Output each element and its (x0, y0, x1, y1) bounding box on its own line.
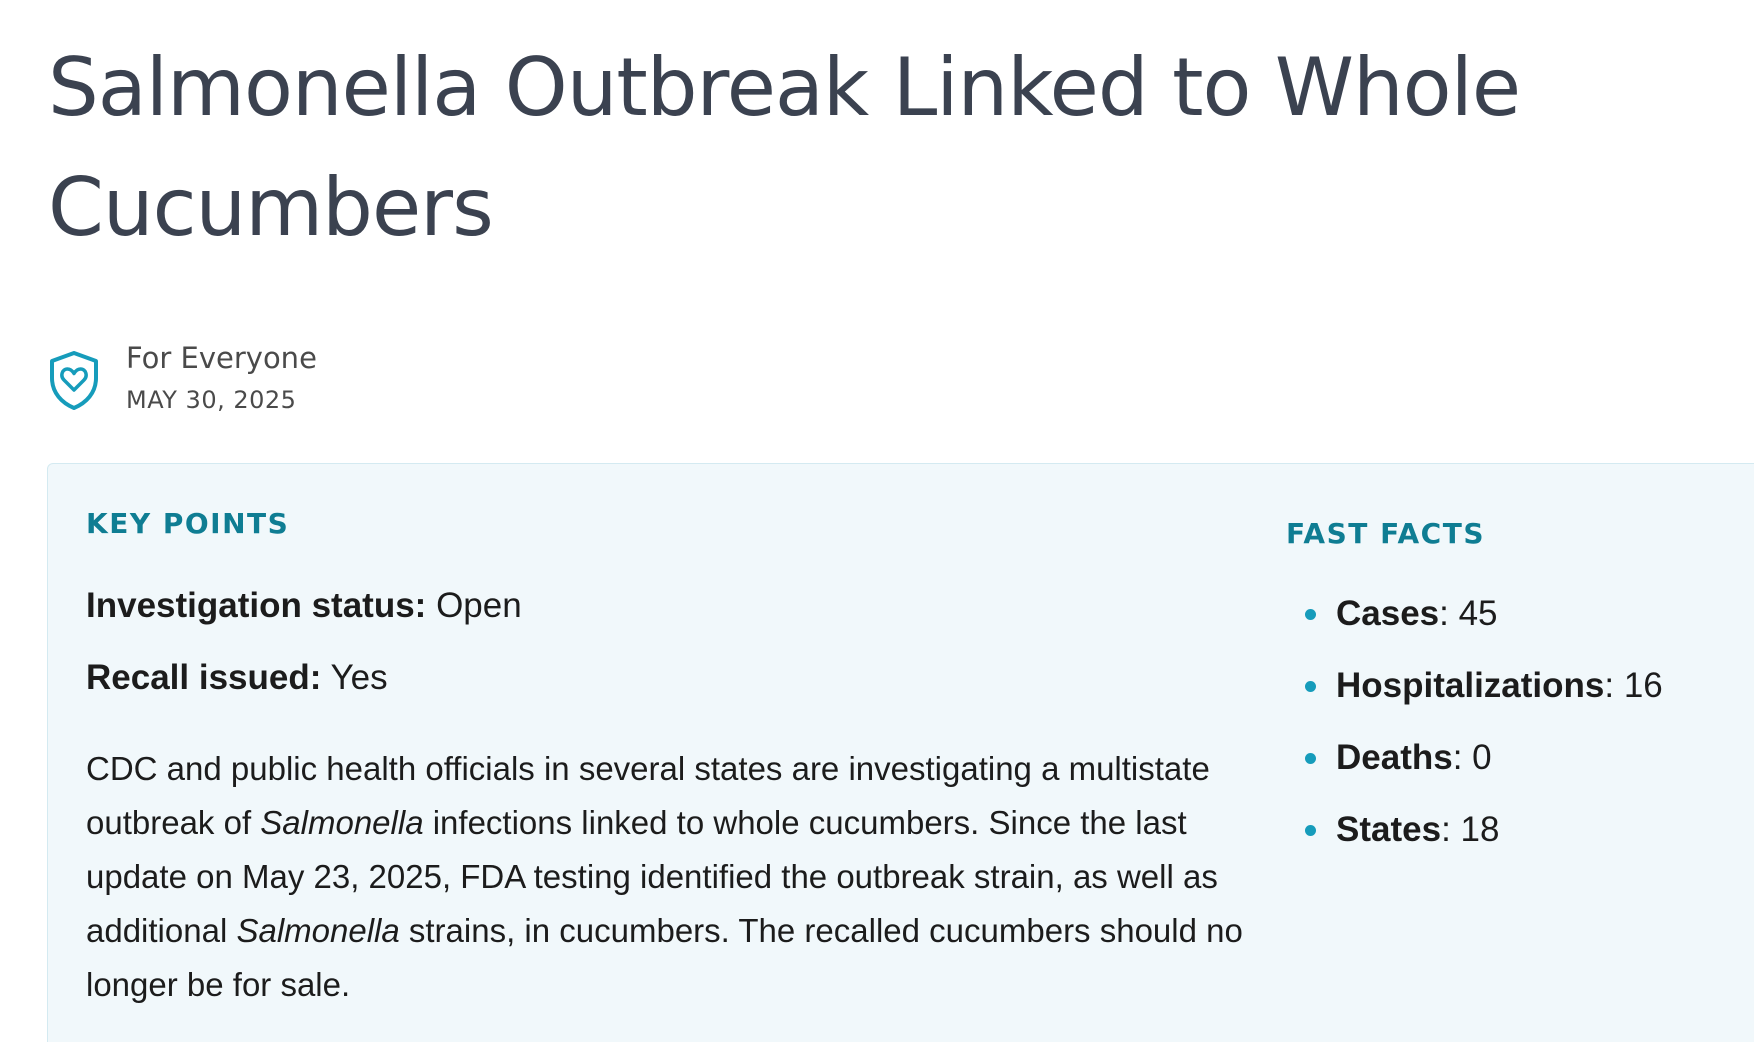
summary-text-part: strains, in cucumbers. The recalled cucumbers should no longer be for sale. (86, 912, 1243, 1003)
summary-box (47, 463, 1754, 1042)
bullet-icon (1305, 609, 1316, 620)
audience-label: For Everyone (126, 341, 317, 375)
page-title: Salmonella Outbreak Linked to Whole Cucumbers (48, 41, 1521, 254)
summary-pathogen-name: Salmonella (260, 804, 424, 841)
fact-item-cases (1286, 590, 1726, 638)
summary-text-part: CDC and public health officials in several states are investigating a multistate outbreak of (86, 750, 1210, 841)
recall-issued (86, 654, 1266, 702)
fact-item-hospitalizations (1286, 662, 1726, 710)
recall-issued-label: Recall issued: (86, 658, 322, 697)
fact-item-states (1286, 806, 1726, 854)
fact-item-deaths (1286, 734, 1726, 782)
investigation-status-label: Investigation status: (86, 586, 427, 625)
fact-label: States (1336, 810, 1442, 849)
investigation-status-value: Open (436, 586, 522, 625)
summary-text-part: infections linked to whole cucumbers. Since the last update on May 23, 2025, FDA testing identified the outbreak strain, as well as additional (86, 804, 1218, 949)
fast-facts-heading: FAST FACTS (1286, 517, 1485, 550)
fast-facts-section (1286, 514, 1726, 878)
fact-value: : 18 (1441, 810, 1500, 849)
summary-pathogen-name: Salmonella (236, 912, 400, 949)
fact-label: Hospitalizations (1336, 666, 1605, 705)
outbreak-summary (86, 742, 1266, 1012)
fact-label: Deaths (1336, 738, 1453, 777)
bullet-icon (1305, 825, 1316, 836)
bullet-icon (1305, 681, 1316, 692)
bullet-icon (1305, 753, 1316, 764)
fact-value: : 45 (1439, 594, 1498, 633)
fast-facts-list (1286, 590, 1726, 854)
key-points-section (86, 504, 1266, 1012)
fact-value: : 16 (1604, 666, 1663, 705)
fact-value: : 0 (1452, 738, 1492, 777)
key-points-heading: KEY POINTS (86, 507, 290, 540)
shield-heart-icon (48, 350, 100, 410)
publish-date: MAY 30, 2025 (126, 386, 297, 414)
recall-issued-value: Yes (330, 658, 388, 697)
fact-label: Cases (1336, 594, 1440, 633)
investigation-status (86, 582, 1266, 630)
